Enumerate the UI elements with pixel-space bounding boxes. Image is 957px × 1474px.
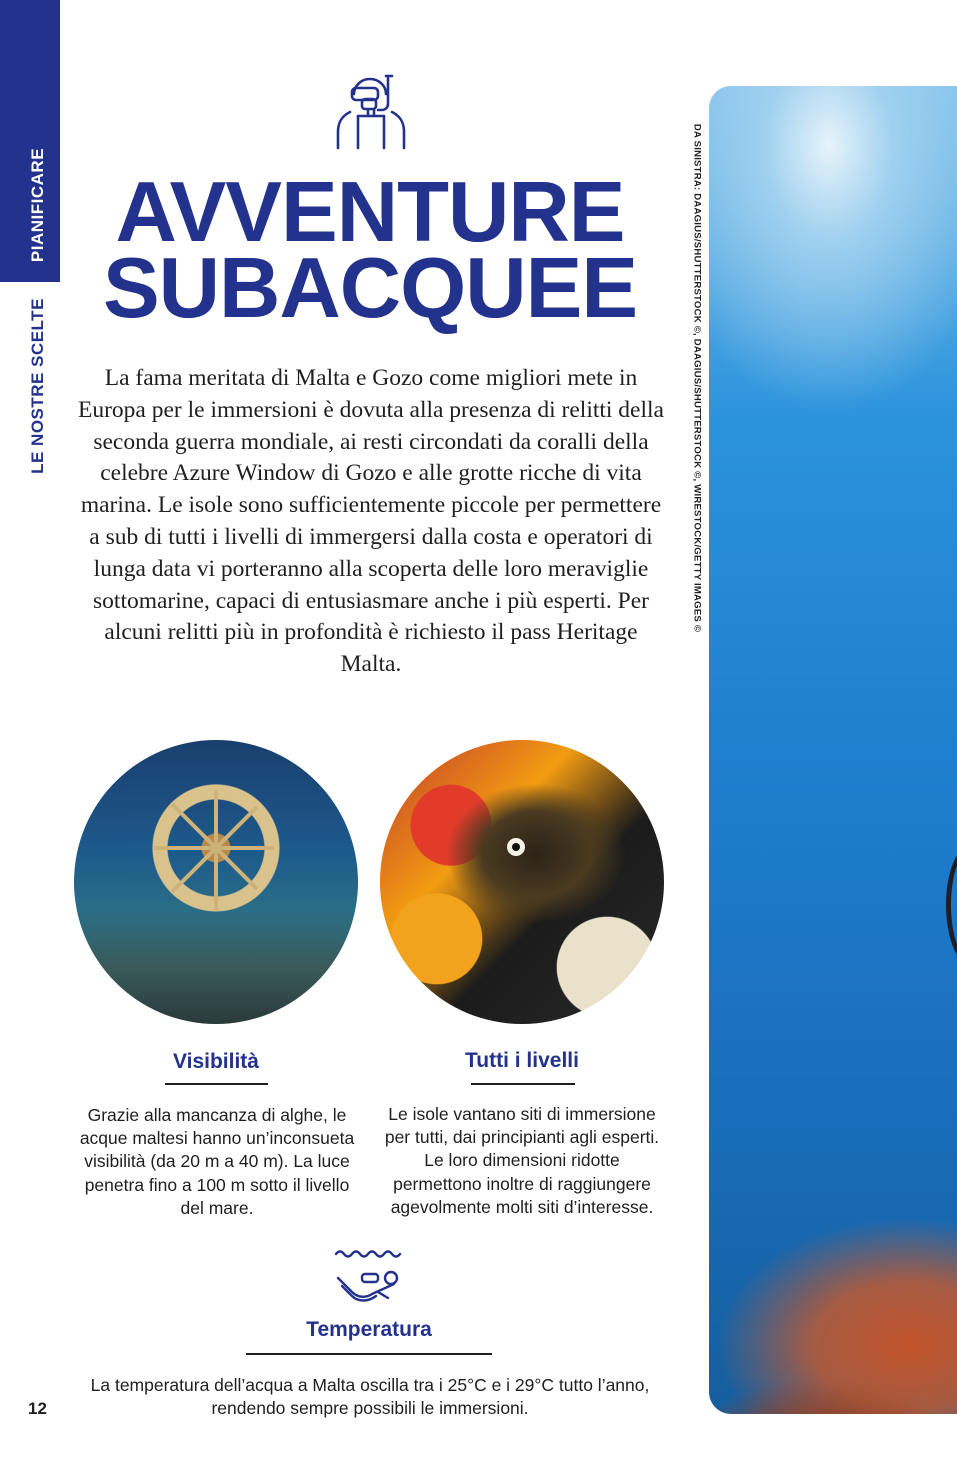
feature-text-visibility: Grazie alla mancanza di alghe, le acque maltesi hanno un’inconsueta visibilità (da 20 m a 40 m). La luce penetra fino a 100 m sotto il livello del mare.: [79, 1105, 355, 1218]
feature-title-levels: Tutti i livelli: [465, 1049, 579, 1072]
feature-divider: [165, 1083, 268, 1085]
swimming-diver-icon: [332, 1246, 408, 1312]
feature-title-visibility: Visibilità: [173, 1050, 259, 1073]
page-number: 12: [28, 1399, 47, 1418]
page-title-line1: AVVENTURE: [115, 165, 625, 260]
feature-text-temperature: La temperatura dell’acqua a Malta oscilla tra i 25°C e i 29°C tutto l’anno, rendendo sempre possibili le immersioni.: [90, 1375, 650, 1419]
photo-credit: DA SINISTRA: DAAGIUS/SHUTTERSTOCK ©, DAAGIUS/SHUTTERSTOCK ©, WIRESTOCK/GETTY IMAGES ©: [691, 123, 703, 633]
moray-eel-photo: [380, 740, 664, 1024]
diver-icon: [332, 72, 410, 150]
wreck-photo: [74, 740, 358, 1024]
section-tab: [0, 0, 60, 282]
feature-divider: [471, 1083, 575, 1085]
section-label: LE NOSTRE SCELTE: [28, 298, 47, 474]
page-title-line2: SUBACQUEE: [102, 241, 638, 336]
feature-title-temperature: Temperatura: [306, 1318, 432, 1341]
underwater-photo: [709, 86, 957, 1414]
feature-divider: [246, 1353, 492, 1355]
section-tab-label: PIANIFICARE: [28, 147, 47, 263]
intro-paragraph: La fama meritata di Malta e Gozo come migliori mete in Europa per le immersioni è dovuta alla presenza di relitti della seconda guerra mondiale, ai resti circondati da coralli della celebre Azure Window di Gozo e alle grotte ricche di vita marina. Le isole sono sufficientemente piccole per permettere a sub di tutti i livelli di immergersi dalla costa e operatori di lunga data vi porteranno alla scoperta delle loro meraviglie sottomarine, capaci di entusiasmare anche i più esperti. Per alcuni relitti più in profondità è richiesto il pass Heritage Malta.: [78, 365, 664, 678]
feature-text-levels: Le isole vantano siti di immersione per tutti, dai principianti agli esperti. Le loro dimensioni ridotte permettono inoltre di raggiungere agevolmente molti siti d’interesse.: [384, 1104, 660, 1217]
